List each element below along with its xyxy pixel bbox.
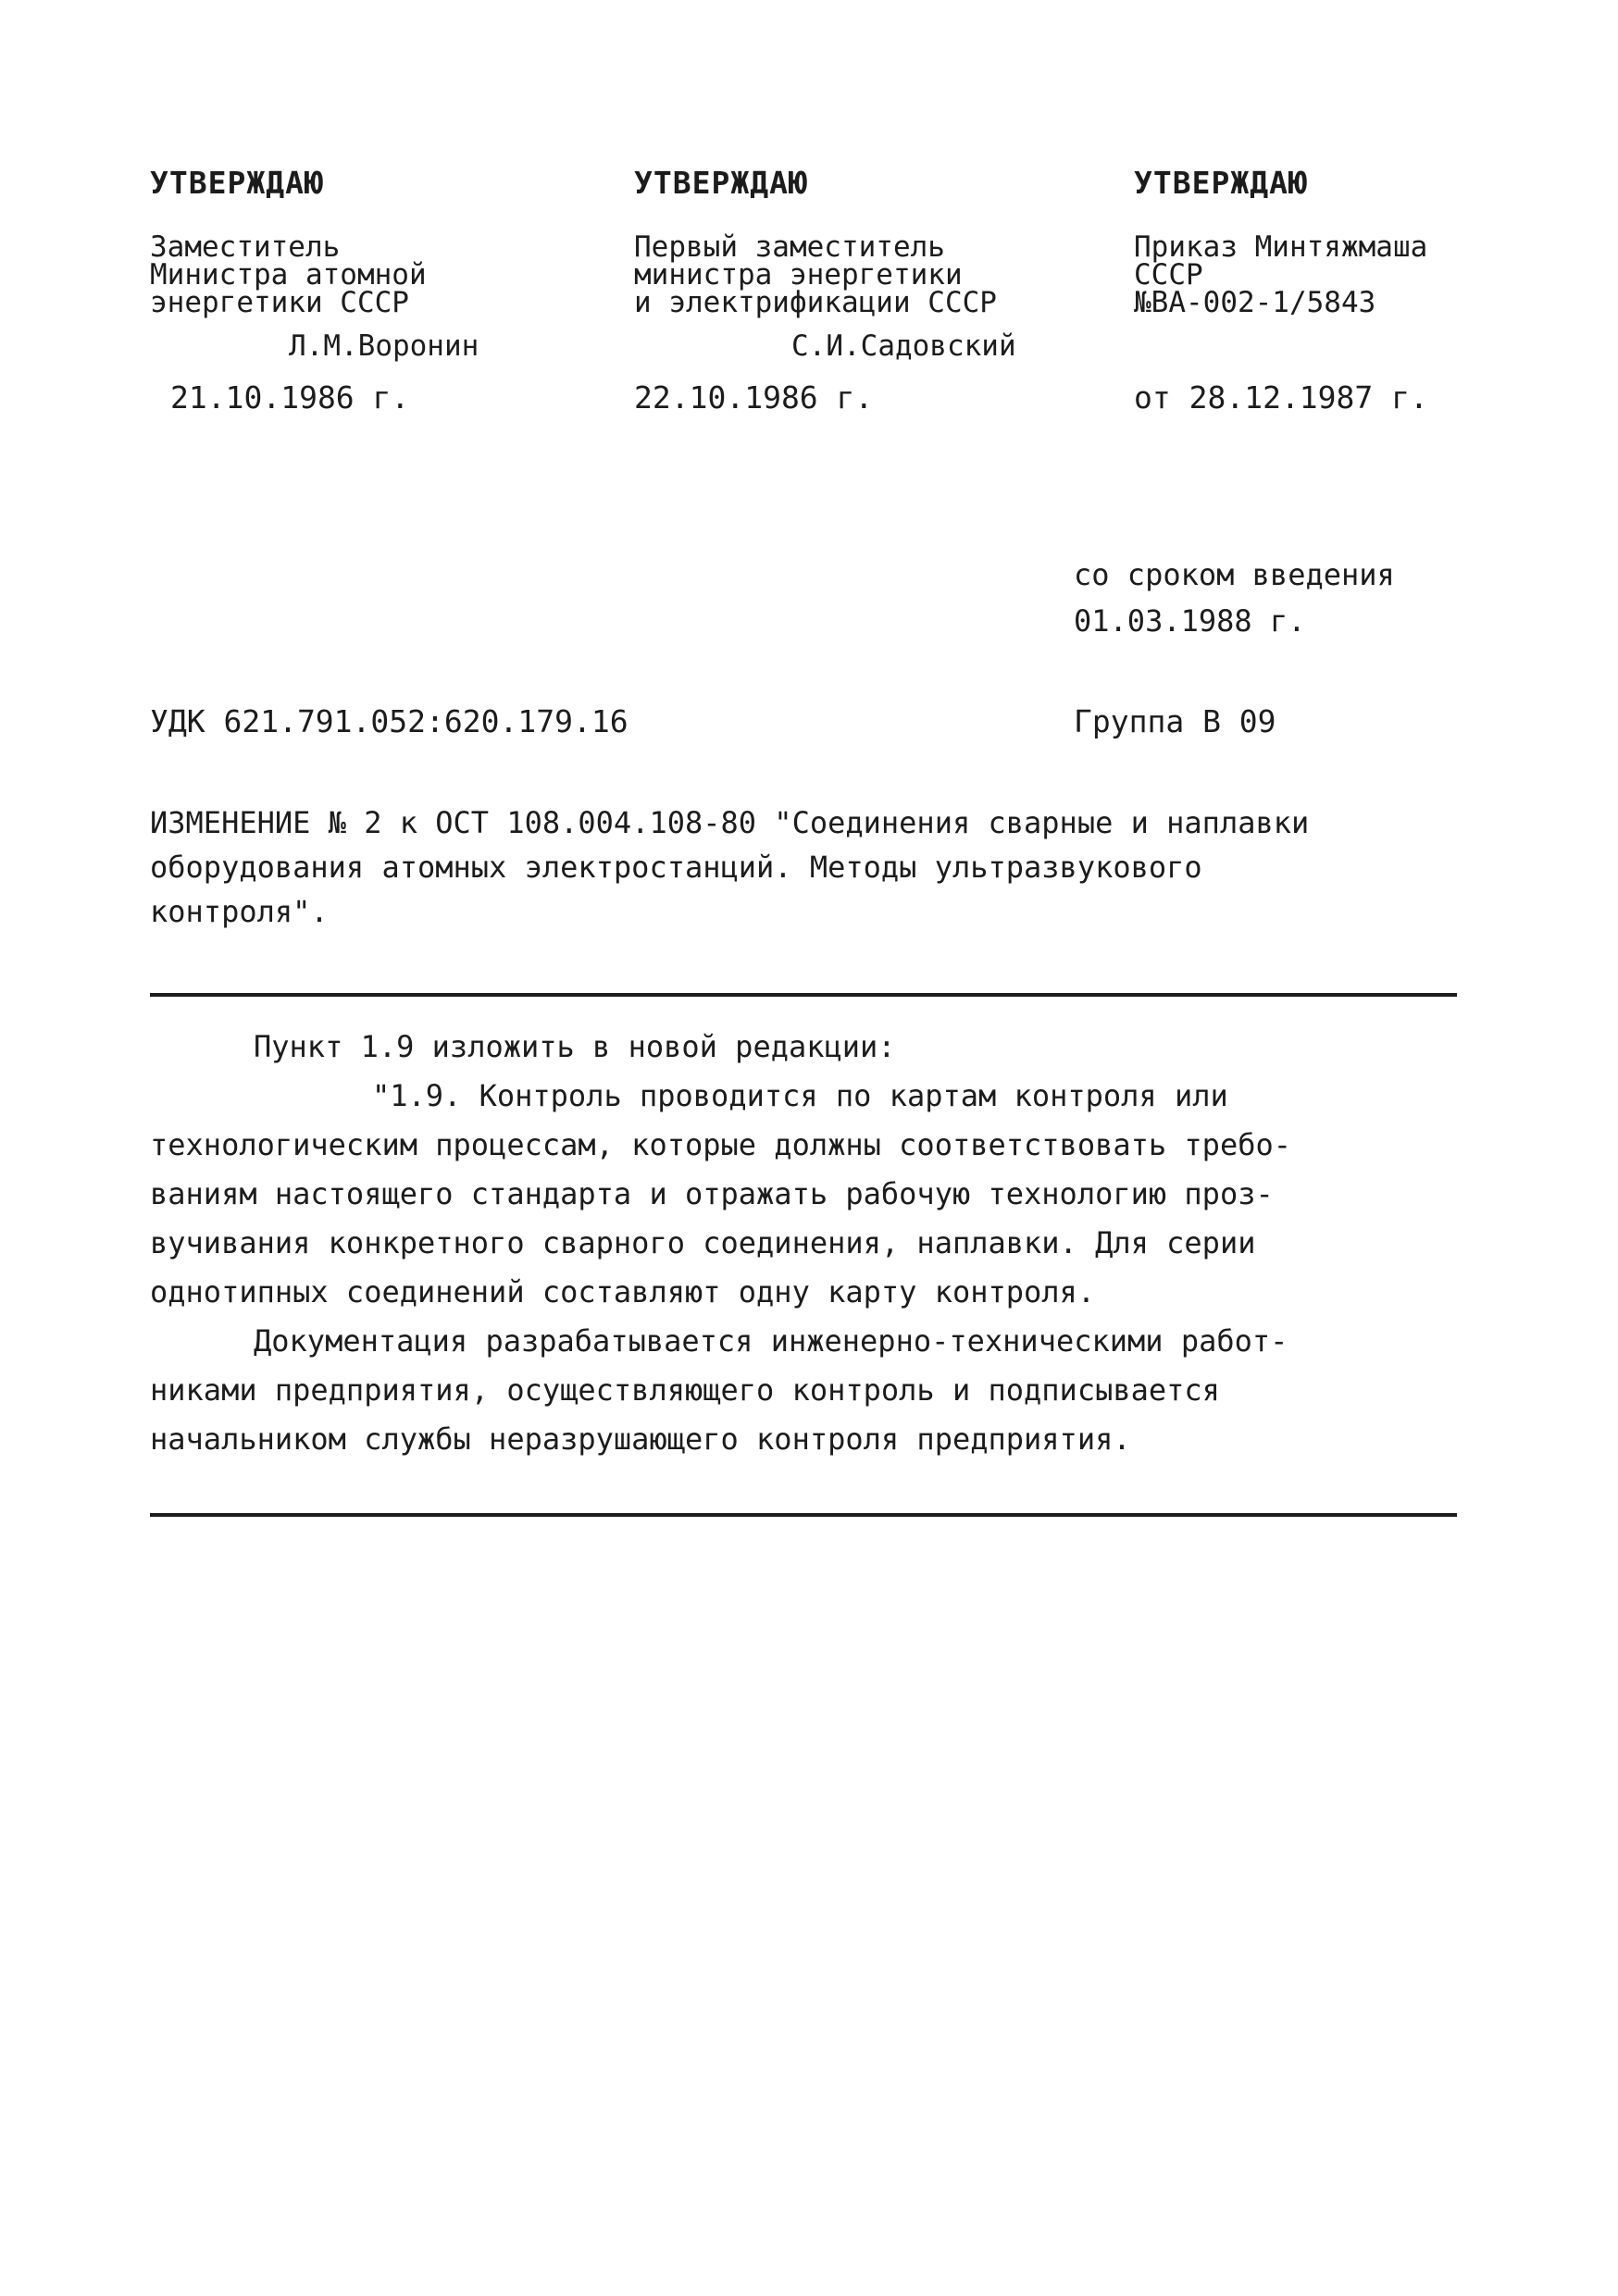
approval-line: Заместитель	[150, 230, 341, 264]
approval-line: №ВА-002-1/5843	[1134, 286, 1376, 319]
body-line: начальником службы неразрушающего контроля предприятия.	[150, 1421, 1131, 1457]
approval-position	[634, 230, 1115, 329]
approval-line: и электрификации СССР	[634, 286, 997, 319]
body-line: вучивания конкретного сварного соединения, наплавки. Для серии	[150, 1225, 1256, 1260]
approval-heading: УТВЕРЖДАЮ	[150, 165, 324, 201]
body-line: "1.9. Контроль проводится по картам контроля или	[372, 1078, 1228, 1113]
body-line: ваниям настоящего стандарта и отражать рабочую технологию проз-	[150, 1176, 1274, 1211]
approval-signatory	[1134, 329, 1615, 379]
approval-heading: УТВЕРЖДАЮ	[1134, 165, 1308, 201]
approval-line: энергетики СССР	[150, 286, 409, 319]
body-line: технологическим процессам, которые должны соответствовать требо-	[150, 1127, 1291, 1162]
approval-position	[150, 230, 631, 329]
amendment-text	[150, 1023, 1464, 1464]
udk-code: УДК 621.791.052:620.179.16	[150, 703, 629, 739]
approval-block-1	[150, 165, 631, 416]
approval-date: 21.10.1986 г.	[170, 379, 410, 416]
approval-date: от 28.12.1987 г.	[1134, 379, 1428, 416]
divider-top	[150, 993, 1457, 997]
approval-block-2	[634, 165, 1115, 416]
change-title	[150, 800, 1464, 934]
body-line: никами предприятия, осуществляющего контроль и подписывается	[150, 1372, 1220, 1408]
body-line: Документация разрабатывается инженерно-техническими работ-	[254, 1323, 1288, 1359]
effective-date-label: со сроком введения	[1074, 557, 1395, 592]
body-line: Пункт 1.9 изложить в новой редакции:	[254, 1029, 896, 1064]
approval-signatory: С.И.Садовский	[791, 329, 1016, 363]
approval-line: Первый заместитель	[634, 230, 945, 264]
approval-line: Министра атомной	[150, 258, 427, 292]
approval-line: Приказ Минтяжмаша	[1134, 230, 1428, 264]
change-title-line: контроля".	[150, 894, 329, 929]
approval-line: министра энергетики	[634, 258, 963, 292]
divider-bottom	[150, 1513, 1457, 1517]
group-code: Группа В 09	[1074, 703, 1276, 739]
effective-date	[1074, 552, 1395, 644]
approval-position	[1134, 230, 1615, 329]
body-line: однотипных соединений составляют одну карту контроля.	[150, 1274, 1096, 1309]
approval-signatory: Л.М.Воронин	[289, 329, 479, 363]
effective-date-value: 01.03.1988 г.	[1074, 603, 1306, 639]
approval-date: 22.10.1986 г.	[634, 379, 874, 416]
approval-block-3	[1134, 165, 1615, 416]
change-title-line: оборудования атомных электростанций. Методы ультразвукового	[150, 850, 1202, 885]
approval-heading: УТВЕРЖДАЮ	[634, 165, 808, 201]
approval-line: СССР	[1134, 258, 1203, 292]
change-title-line: ИЗМЕНЕНИЕ № 2 к ОСТ 108.004.108-80 "Соединения сварные и наплавки	[150, 805, 1310, 840]
